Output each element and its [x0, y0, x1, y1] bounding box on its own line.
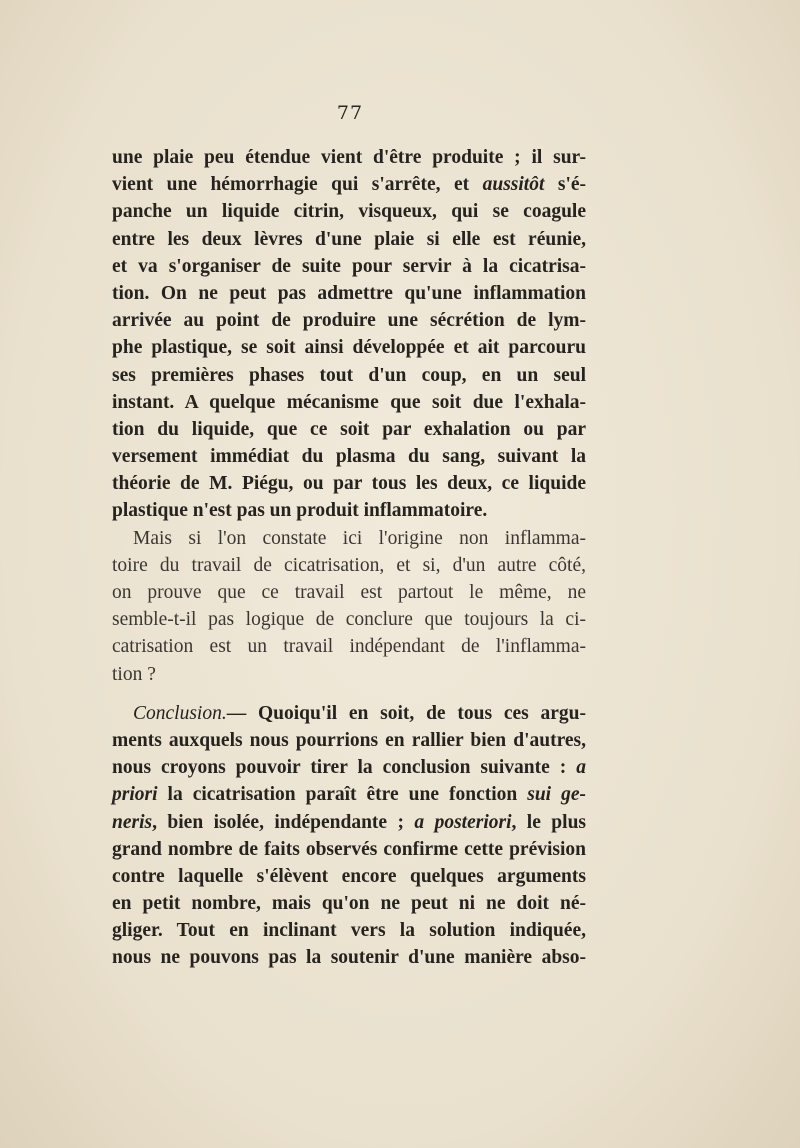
text-line: une plaie peu étendue vient d'être produite ; il sur-	[112, 147, 586, 168]
text-line: semble-t-il pas logique de conclure que toujours la ci-	[112, 609, 586, 631]
text-segment: , le plus	[511, 811, 586, 833]
paragraph-1	[112, 144, 586, 525]
text-line: phe plastique, se soit ainsi développée et ait parcouru	[112, 337, 586, 359]
text-line: arrivée au point de produire une sécrétion de lym-	[112, 310, 586, 332]
text-line: tion ?	[112, 663, 156, 685]
text-line: contre laquelle s'élèvent encore quelques arguments	[112, 865, 586, 887]
text-line: panche un liquide citrin, visqueux, qui se coagule	[112, 201, 586, 223]
text-line: gliger. Tout en inclinant vers la solution indiquée,	[112, 920, 586, 942]
text-line: théorie de M. Piégu, ou par tous les deux, ce liquide	[112, 473, 586, 495]
text-line	[112, 700, 586, 727]
italic-segment: a	[576, 757, 586, 779]
italic-segment: priori	[112, 784, 158, 806]
text-segment: — Quoiqu'il en soit, de tous ces argu-	[226, 702, 586, 724]
text-segment: la cicatrisation paraît être une fonction	[157, 784, 528, 806]
text-line: nous ne pouvons pas la soutenir d'une manière abso-	[112, 947, 586, 969]
text-line: et va s'organiser de suite pour servir à la cicatrisa-	[112, 255, 586, 277]
text-line: tion. On ne peut pas admettre qu'une inflammation	[112, 282, 586, 304]
text-line: ments auxquels nous pourrions en rallier bien d'autres,	[112, 729, 586, 751]
italic-segment: aussitôt	[482, 174, 545, 196]
text-line	[112, 754, 586, 781]
text-line	[112, 781, 586, 808]
text-body	[112, 144, 586, 972]
text-line: grand nombre de faits observés confirme cette prévision	[112, 838, 586, 860]
paragraph-2	[112, 525, 586, 688]
text-line: instant. A quelque mécanisme que soit due l'exhala-	[112, 391, 586, 413]
text-line: ses premières phases tout d'un coup, en un seul	[112, 364, 586, 386]
conclusion-paragraph	[112, 700, 586, 972]
text-segment: , bien isolée, indépendante ;	[152, 811, 415, 833]
text-line: catrisation est un travail indépendant de l'inflamma-	[112, 636, 586, 658]
italic-segment: sui ge-	[527, 784, 587, 806]
text-line: on prouve que ce travail est partout le même, ne	[112, 582, 586, 603]
text-line	[112, 171, 586, 198]
conclusion-heading: Conclusion.	[133, 702, 227, 724]
text-line	[112, 809, 586, 836]
text-line: Mais si l'on constate ici l'origine non inflamma-	[133, 527, 586, 549]
text-line: plastique n'est pas un produit inflammatoire.	[112, 500, 488, 522]
page-number: 77	[336, 102, 364, 124]
text-line: en petit nombre, mais qu'on ne peut ni ne doit né-	[112, 893, 586, 915]
italic-segment: neris	[112, 811, 153, 833]
text-line: toire du travail de cicatrisation, et si, d'un autre côté,	[112, 554, 586, 576]
text-line: tion du liquide, que ce soit par exhalation ou par	[112, 418, 586, 440]
text-segment: nous croyons pouvoir tirer la conclusion suivante :	[112, 757, 577, 779]
text-line: versement immédiat du plasma du sang, suivant la	[112, 446, 586, 468]
text-line: entre les deux lèvres d'une plaie si elle est réunie,	[112, 228, 586, 250]
text-segment: vient une hémorrhagie qui s'arrête, et aussitôt s'é-	[112, 174, 587, 196]
italic-segment: a posteriori	[414, 811, 512, 833]
